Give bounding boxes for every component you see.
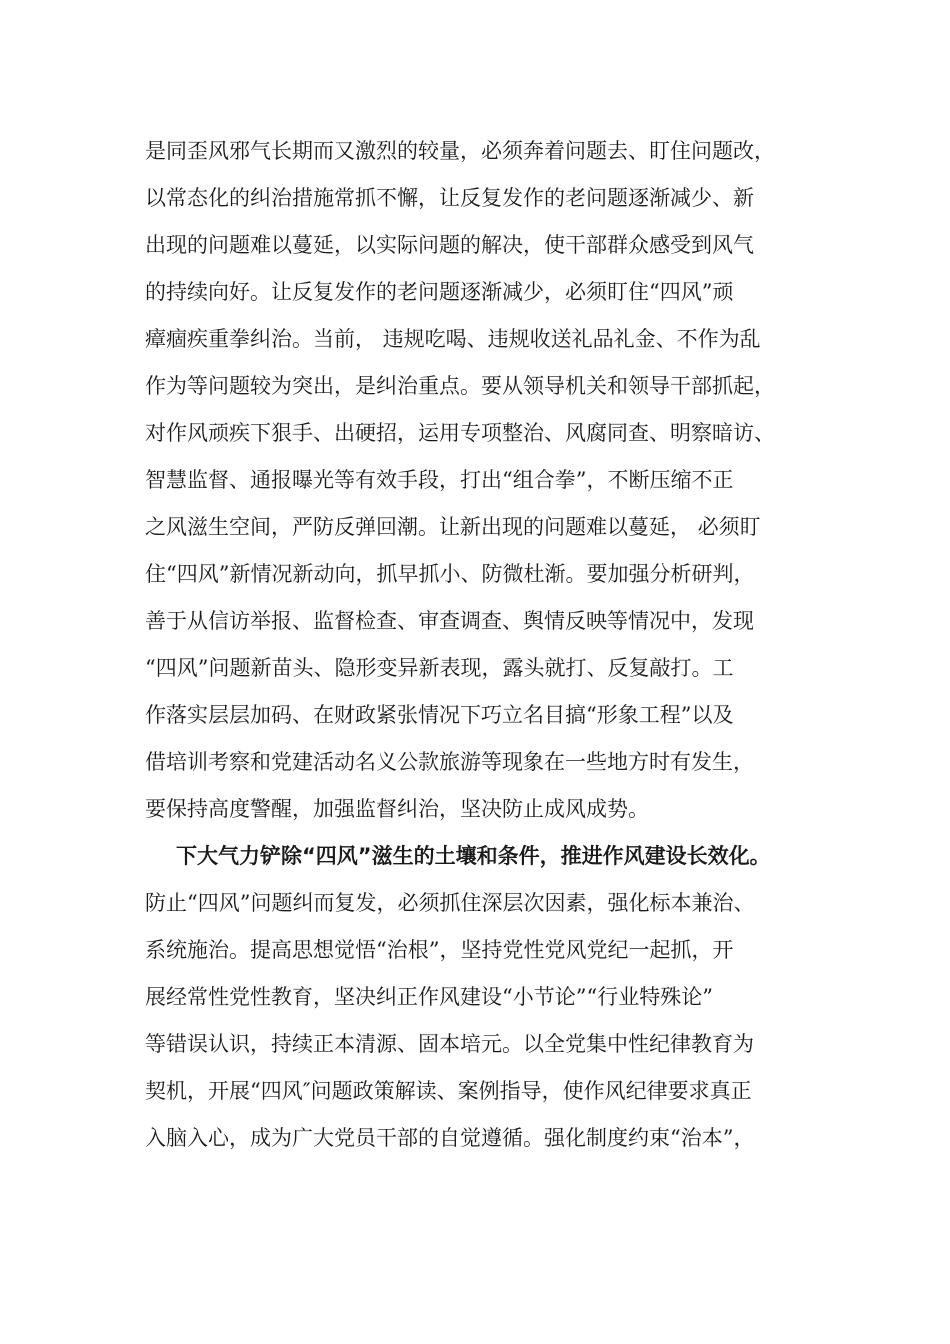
text-line: 瘴痼疾重拳纠治。当前， 违规吃喝、违规收送礼品礼金、不作为乱 <box>145 327 761 351</box>
text-line: 的持续向好。让反复发作的老问题逐渐减少，必须盯住“四风”顽 <box>145 280 734 304</box>
text-line: 之风滋生空间，严防反弹回潮。让新出现的问题难以蔓延， 必须盯 <box>145 515 761 539</box>
document-body <box>145 128 835 1162</box>
text-line: 以常态化的纠治措施常抓不懈，让反复发作的老问题逐渐减少、新 <box>145 186 754 210</box>
text-line: 要保持高度警醒，加强监督纠治，坚决防止成风成势。 <box>145 797 649 821</box>
text-line: 防止“四风”问题纠而复发，必须抓住深层次因素，强化标本兼治、 <box>145 891 755 915</box>
text-line: “四风”问题新苗头、隐形变异新表现，露头就打、反复敲打。工 <box>145 656 734 680</box>
text-line: 作为等问题较为突出，是纠治重点。要从领导机关和领导干部抓起， <box>145 374 775 398</box>
text-line: 借培训考察和党建活动名义公款旅游等现象在一些地方时有发生， <box>145 750 754 774</box>
text-line: 对作风顽疾下狠手、出硬招，运用专项整治、风腐同查、明察暗访、 <box>145 421 775 445</box>
text-line: 智慧监督、通报曝光等有效手段，打出“组合拳”，不断压缩不正 <box>145 468 734 492</box>
text-line: 入脑入心，成为广大党员干部的自觉遵循。强化制度约束“治本”， <box>145 1126 755 1150</box>
text-line: 契机，开展“四风″问题政策解读、案例指导，使作风纪律要求真正 <box>145 1079 752 1103</box>
text-line: 等错误认识，持续正本清源、固本培元。以全党集中性纪律教育为 <box>145 1032 754 1056</box>
text-line: 展经常性党性教育，坚决纠正作风建设“小节论”“行业特殊论” <box>145 985 713 1009</box>
paragraph-1 <box>145 128 835 833</box>
text-line: 善于从信访举报、监督检查、审查调查、舆情反映等情况中，发现 <box>145 609 754 633</box>
text-line: 系统施治。提高思想觉悟“治根”，坚持党性党风党纪一起抓，开 <box>145 938 734 962</box>
paragraph-2 <box>145 833 835 1162</box>
text-line: 出现的问题难以蔓延，以实际问题的解决，使干部群众感受到风气 <box>145 233 754 257</box>
section-heading: 下大气力铲除“四风”滋生的土壤和条件，推进作风建设长效化。 <box>176 844 771 868</box>
text-line: 住“四风”新情况新动向，抓早抓小、防微杜渐。要加强分析研判， <box>145 562 755 586</box>
text-line: 作落实层层加码、在财政紧张情况下巧立名目搞“形象工程”以及 <box>145 703 734 727</box>
text-line: 是同歪风邪气长期而又激烈的较量，必须奔着问题去、盯住问题改， <box>145 139 775 163</box>
